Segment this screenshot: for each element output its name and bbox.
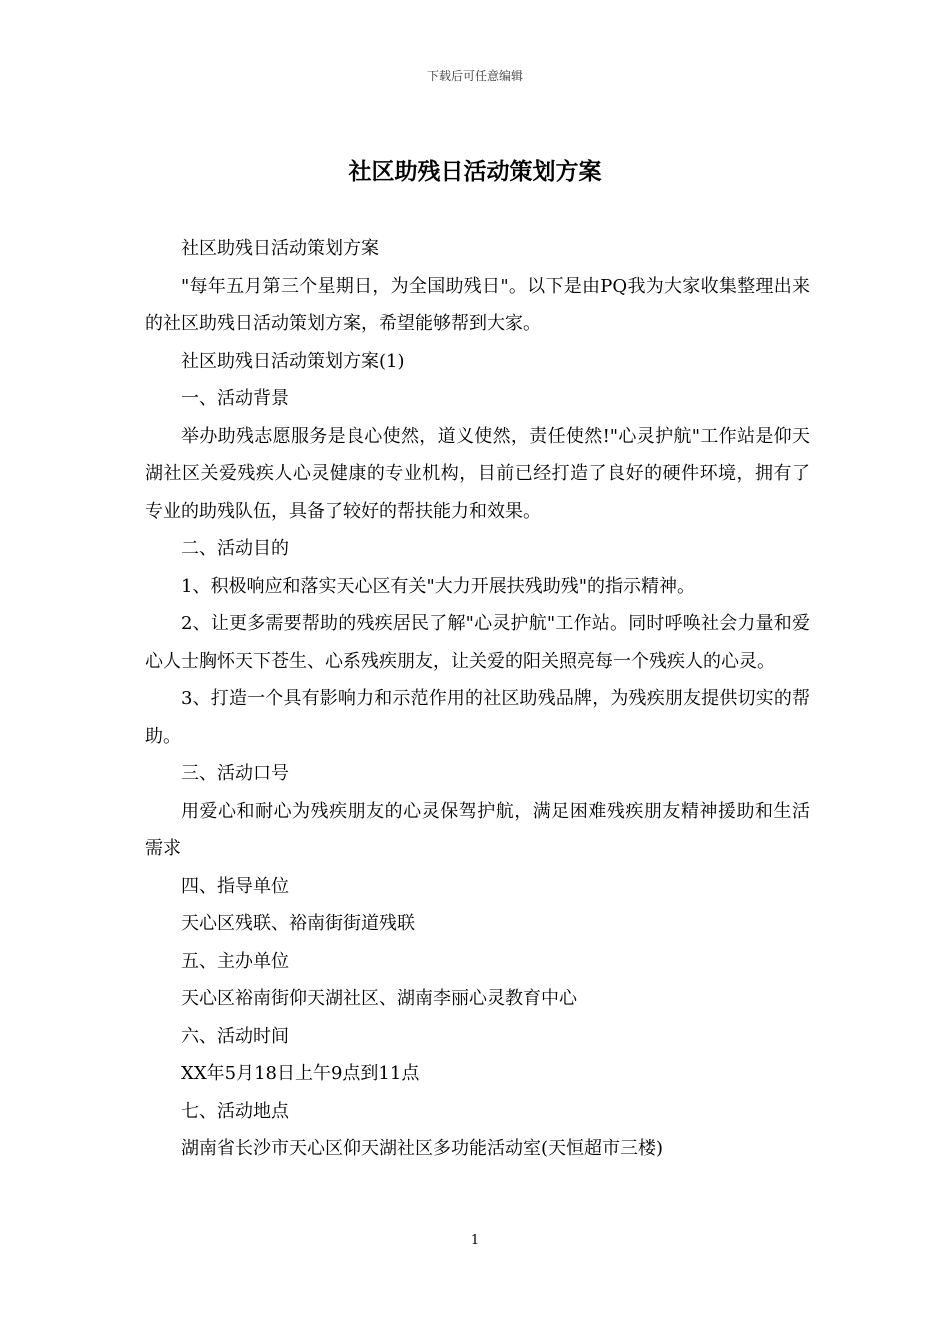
paragraph-purpose-1: 1、积极响应和落实天心区有关"大力开展扶残助残"的指示精神。 xyxy=(181,575,696,597)
paragraph-plan-heading: 社区助残日活动策划方案(1) xyxy=(181,350,405,372)
paragraph-location: 湖南省长沙市天心区仰天湖社区多功能活动室(天恒超市三楼) xyxy=(181,1138,664,1159)
paragraph-purpose-2: 2、让更多需要帮助的残疾居民了解"心灵护航"工作站。同时呼唤社会力量和爱心人士胸怀天下苍生、心系残疾朋友，让关爱的阳关照亮每一个残疾人的心灵。 xyxy=(145,613,810,672)
paragraph-slogan: 用爱心和耐心为残疾朋友的心灵保驾护航，满足困难残疾朋友精神援助和生活需求 xyxy=(145,800,810,859)
paragraph-background: 举办助残志愿服务是良心使然，道义使然，责任使然!"心灵护航"工作站是仰天湖社区关爱残疾人心灵健康的专业机构，目前已经打造了良好的硬件环境，拥有了专业的助残队伍，具备了较好的帮扶能力和效果。 xyxy=(145,425,810,522)
section-heading-slogan: 三、活动口号 xyxy=(181,763,289,784)
page-number: 1 xyxy=(470,1233,480,1248)
section-heading-background: 一、活动背景 xyxy=(181,388,289,409)
paragraph-doc-title-repeat: 社区助残日活动策划方案 xyxy=(181,238,379,259)
document-title: 社区助残日活动策划方案 xyxy=(348,159,602,185)
header-note: 下载后可任意编辑 xyxy=(426,69,523,83)
section-heading-guidance: 四、指导单位 xyxy=(181,875,289,897)
document-body xyxy=(145,230,810,1168)
paragraph-intro: "每年五月第三个星期日，为全国助残日"。以下是由PQ我为大家收集整理出来的社区助残日活动策划方案，希望能够帮到大家。 xyxy=(145,275,810,334)
section-heading-purpose: 二、活动目的 xyxy=(181,538,289,559)
paragraph-time: XX年5月18日上午9点到11点 xyxy=(181,1063,420,1084)
section-heading-location: 七、活动地点 xyxy=(181,1100,289,1122)
paragraph-guidance: 天心区残联、裕南街街道残联 xyxy=(181,913,415,934)
section-heading-organizer: 五、主办单位 xyxy=(181,950,289,972)
paragraph-organizer: 天心区裕南街仰天湖社区、湖南李丽心灵教育中心 xyxy=(181,988,577,1009)
paragraph-purpose-3: 3、打造一个具有影响力和示范作用的社区助残品牌，为残疾朋友提供切实的帮助。 xyxy=(145,688,810,747)
section-heading-time: 六、活动时间 xyxy=(181,1025,289,1047)
